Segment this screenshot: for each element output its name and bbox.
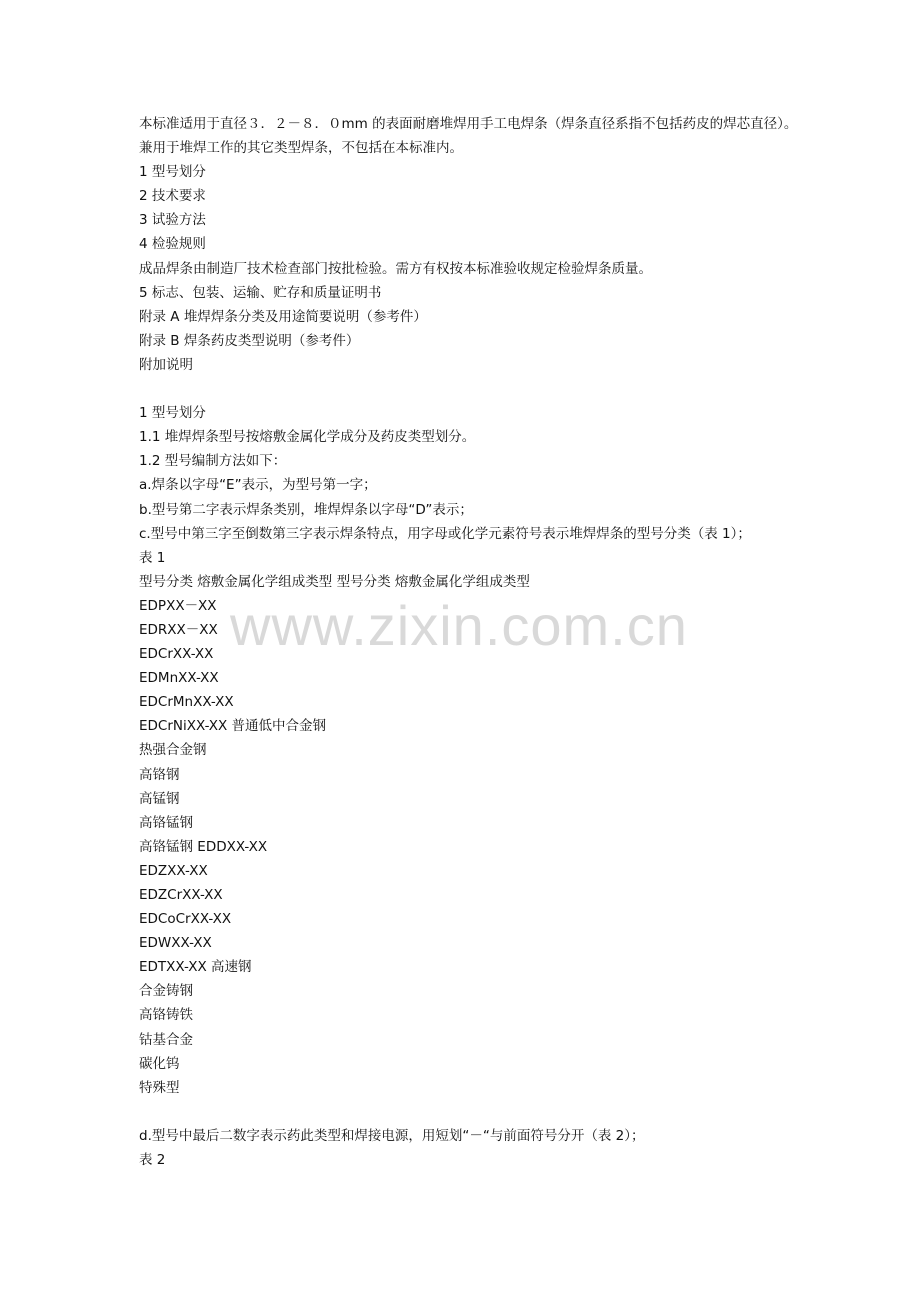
section-heading: 1 型号划分: [139, 405, 206, 422]
text-line: 兼用于堆焊工作的其它类型焊条，不包括在本标准内。: [139, 140, 463, 157]
toc-item: 2 技术要求: [139, 188, 206, 205]
table-cell: EDCrNiXX-XX 普通低中合金钢: [139, 718, 327, 735]
text-line: a.焊条以字母“E”表示，为型号第一字；: [139, 477, 377, 494]
table-cell: EDCrXX-XX: [139, 646, 214, 663]
blank-line: [139, 1100, 839, 1124]
table-cell: 碳化钨: [139, 1055, 180, 1072]
table-cell: 特殊型: [139, 1079, 180, 1096]
table-cell: EDZXX-XX: [139, 862, 208, 879]
table-cell: EDTXX-XX 高速钢: [139, 959, 252, 976]
table-cell: EDCoCrXX-XX: [139, 911, 232, 928]
table-cell: EDWXX-XX: [139, 935, 212, 952]
table-caption: 表 2: [139, 1152, 166, 1169]
text-line: d.型号中最后二数字表示药此类型和焊接电源，用短划“－“与前面符号分开（表 2）；: [139, 1127, 645, 1144]
text-line: 1.1 堆焊焊条型号按熔敷金属化学成分及药皮类型划分。: [139, 429, 476, 446]
toc-item: 附录 B 焊条药皮类型说明（参考件）: [139, 332, 360, 349]
table-cell: 高铬钢: [139, 766, 180, 783]
table-cell: 钴基合金: [139, 1031, 193, 1048]
table-header: 型号分类 熔敷金属化学组成类型 型号分类 熔敷金属化学组成类型: [139, 573, 530, 590]
table-cell: 高锰钢: [139, 790, 180, 807]
table-cell: 高铬锰钢 EDDXX-XX: [139, 838, 268, 855]
toc-item: 4 检验规则: [139, 236, 206, 253]
table-caption: 表 1: [139, 549, 166, 566]
toc-item: 1 型号划分: [139, 164, 206, 181]
table-cell: EDCrMnXX-XX: [139, 694, 234, 711]
text-line: 本标准适用于直径３．２－８．０mm 的表面耐磨堆焊用手工电焊条（焊条直径系指不包括药皮的焊芯直径）。: [139, 116, 798, 132]
table-cell: EDPXX－XX: [139, 597, 217, 614]
text-line: b.型号第二字表示焊条类别，堆焊焊条以字母“D”表示；: [139, 501, 473, 518]
toc-item: 附加说明: [139, 356, 193, 373]
toc-item: 附录 A 堆焊焊条分类及用途简要说明（参考件）: [139, 308, 427, 325]
text-line: c.型号中第三字至倒数第三字表示焊条特点，用字母或化学元素符号表示堆焊焊条的型号分类（表 1）；: [139, 525, 751, 542]
blank-line: [139, 377, 839, 401]
table-cell: EDRXX－XX: [139, 621, 218, 638]
table-cell: EDZCrXX-XX: [139, 887, 223, 903]
toc-item: 3 试验方法: [139, 212, 206, 229]
table-cell: 高铬铸铁: [139, 1007, 193, 1024]
table-cell: 高铬锰钢: [139, 814, 193, 831]
table-cell: EDMnXX-XX: [139, 670, 219, 687]
watermark: www.zixin.com.cn: [230, 594, 688, 657]
table-cell: 热强合金钢: [139, 742, 207, 759]
table-cell: 合金铸钢: [139, 983, 193, 1000]
text-line: 成品焊条由制造厂技术检查部门按批检验。需方有权按本标准验收规定检验焊条质量。: [139, 260, 652, 277]
toc-item: 5 标志、包装、运输、贮存和质量证明书: [139, 284, 382, 301]
text-line: 1.2 型号编制方法如下：: [139, 453, 287, 470]
